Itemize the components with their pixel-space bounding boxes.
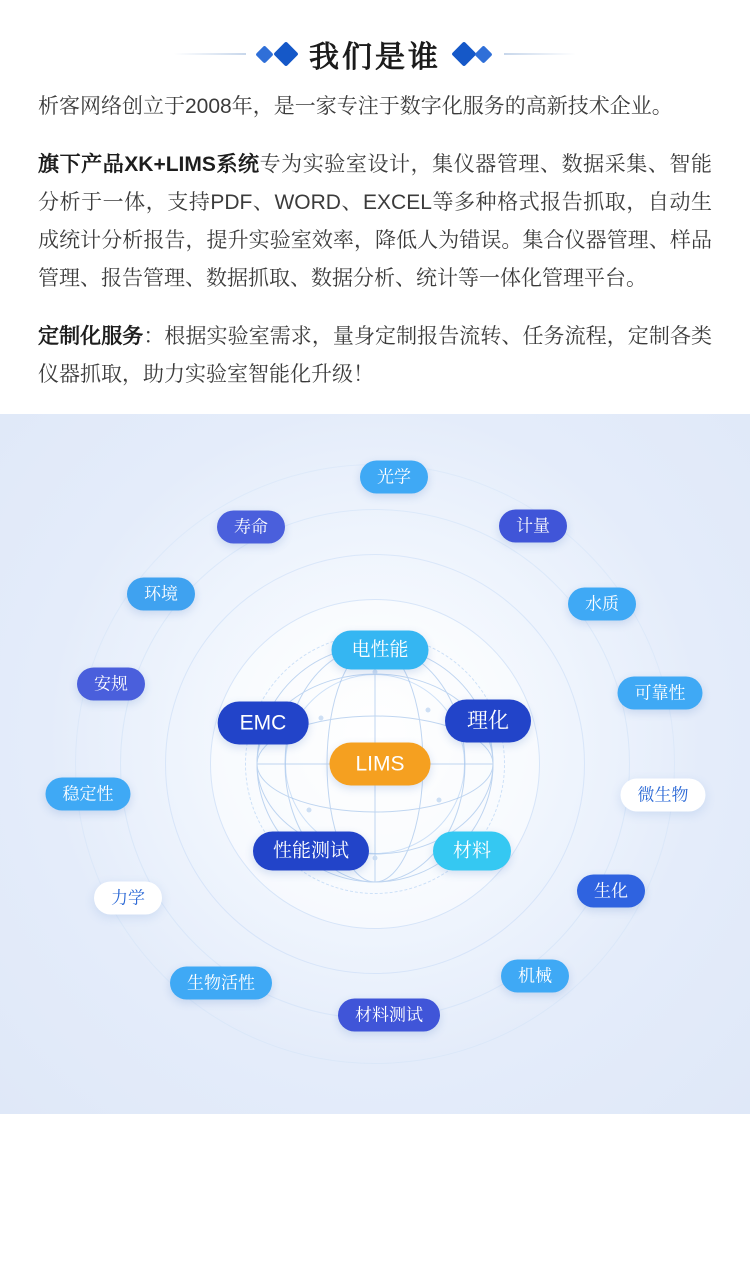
diamond-icon: [273, 41, 298, 66]
capability-tag[interactable]: 微生物: [621, 779, 706, 812]
paragraph: [38, 146, 712, 298]
paragraph-run: ：根据实验室需求，量身定制报告流转、任务流程，定制各类仪器抓取，助力实验室智能化升级！: [38, 325, 713, 386]
capability-tag[interactable]: 计量: [499, 510, 567, 543]
capability-tag[interactable]: 光学: [360, 461, 428, 494]
capability-tag[interactable]: 安规: [77, 668, 145, 701]
diamond-icon: [255, 45, 273, 63]
capability-tag[interactable]: 稳定性: [46, 778, 131, 811]
paragraph-run: 析客网络创立于2008年，是一家专注于数字化服务的高新技术企业。: [38, 95, 673, 118]
section-header: [0, 0, 750, 82]
paragraph-run: 定制化服务: [38, 325, 144, 348]
diamond-icon: [451, 41, 476, 66]
capability-tag[interactable]: 环境: [127, 578, 195, 611]
header-diamonds-left: [260, 45, 295, 63]
paragraph-run: 旗下产品XK+LIMS系统: [38, 153, 260, 176]
capability-tag[interactable]: 机械: [501, 960, 569, 993]
center-tag-lims[interactable]: LIMS: [329, 743, 430, 786]
capability-tag-cloud: [0, 414, 750, 1114]
paragraph: [38, 318, 712, 394]
capability-tag[interactable]: 力学: [94, 882, 162, 915]
intro-copy: [0, 82, 750, 394]
page-title: 我们是谁: [309, 41, 441, 74]
capability-tag[interactable]: 性能测试: [253, 832, 369, 871]
capability-tag[interactable]: EMC: [218, 702, 309, 745]
capability-tag[interactable]: 生物活性: [170, 967, 272, 1000]
capability-tag[interactable]: 水质: [568, 588, 636, 621]
capability-tag[interactable]: 生化: [577, 875, 645, 908]
diamond-icon: [474, 45, 492, 63]
capability-tag[interactable]: 材料测试: [338, 999, 440, 1032]
capability-tag[interactable]: 可靠性: [618, 677, 703, 710]
capability-tag[interactable]: 电性能: [331, 631, 428, 670]
header-rule-left: [174, 53, 246, 55]
header-rule-right: [504, 53, 576, 55]
capability-tag[interactable]: 理化: [445, 700, 531, 743]
header-diamonds-right: [455, 45, 490, 63]
capability-tag[interactable]: 寿命: [217, 511, 285, 544]
paragraph-run: 专为实验室设计，集仪器管理、数据采集、智能分析于一体，支持PDF、WORD、EXCEL等多种格式报告抓取，自动生成统计分析报告，提升实验室效率，降低人为错误。集合仪器管理、样品管理、报告管理、数据抓取、数据分析、统计等一体化管理平台。: [38, 153, 712, 290]
capability-tag[interactable]: 材料: [433, 832, 511, 871]
paragraph: [38, 88, 712, 126]
